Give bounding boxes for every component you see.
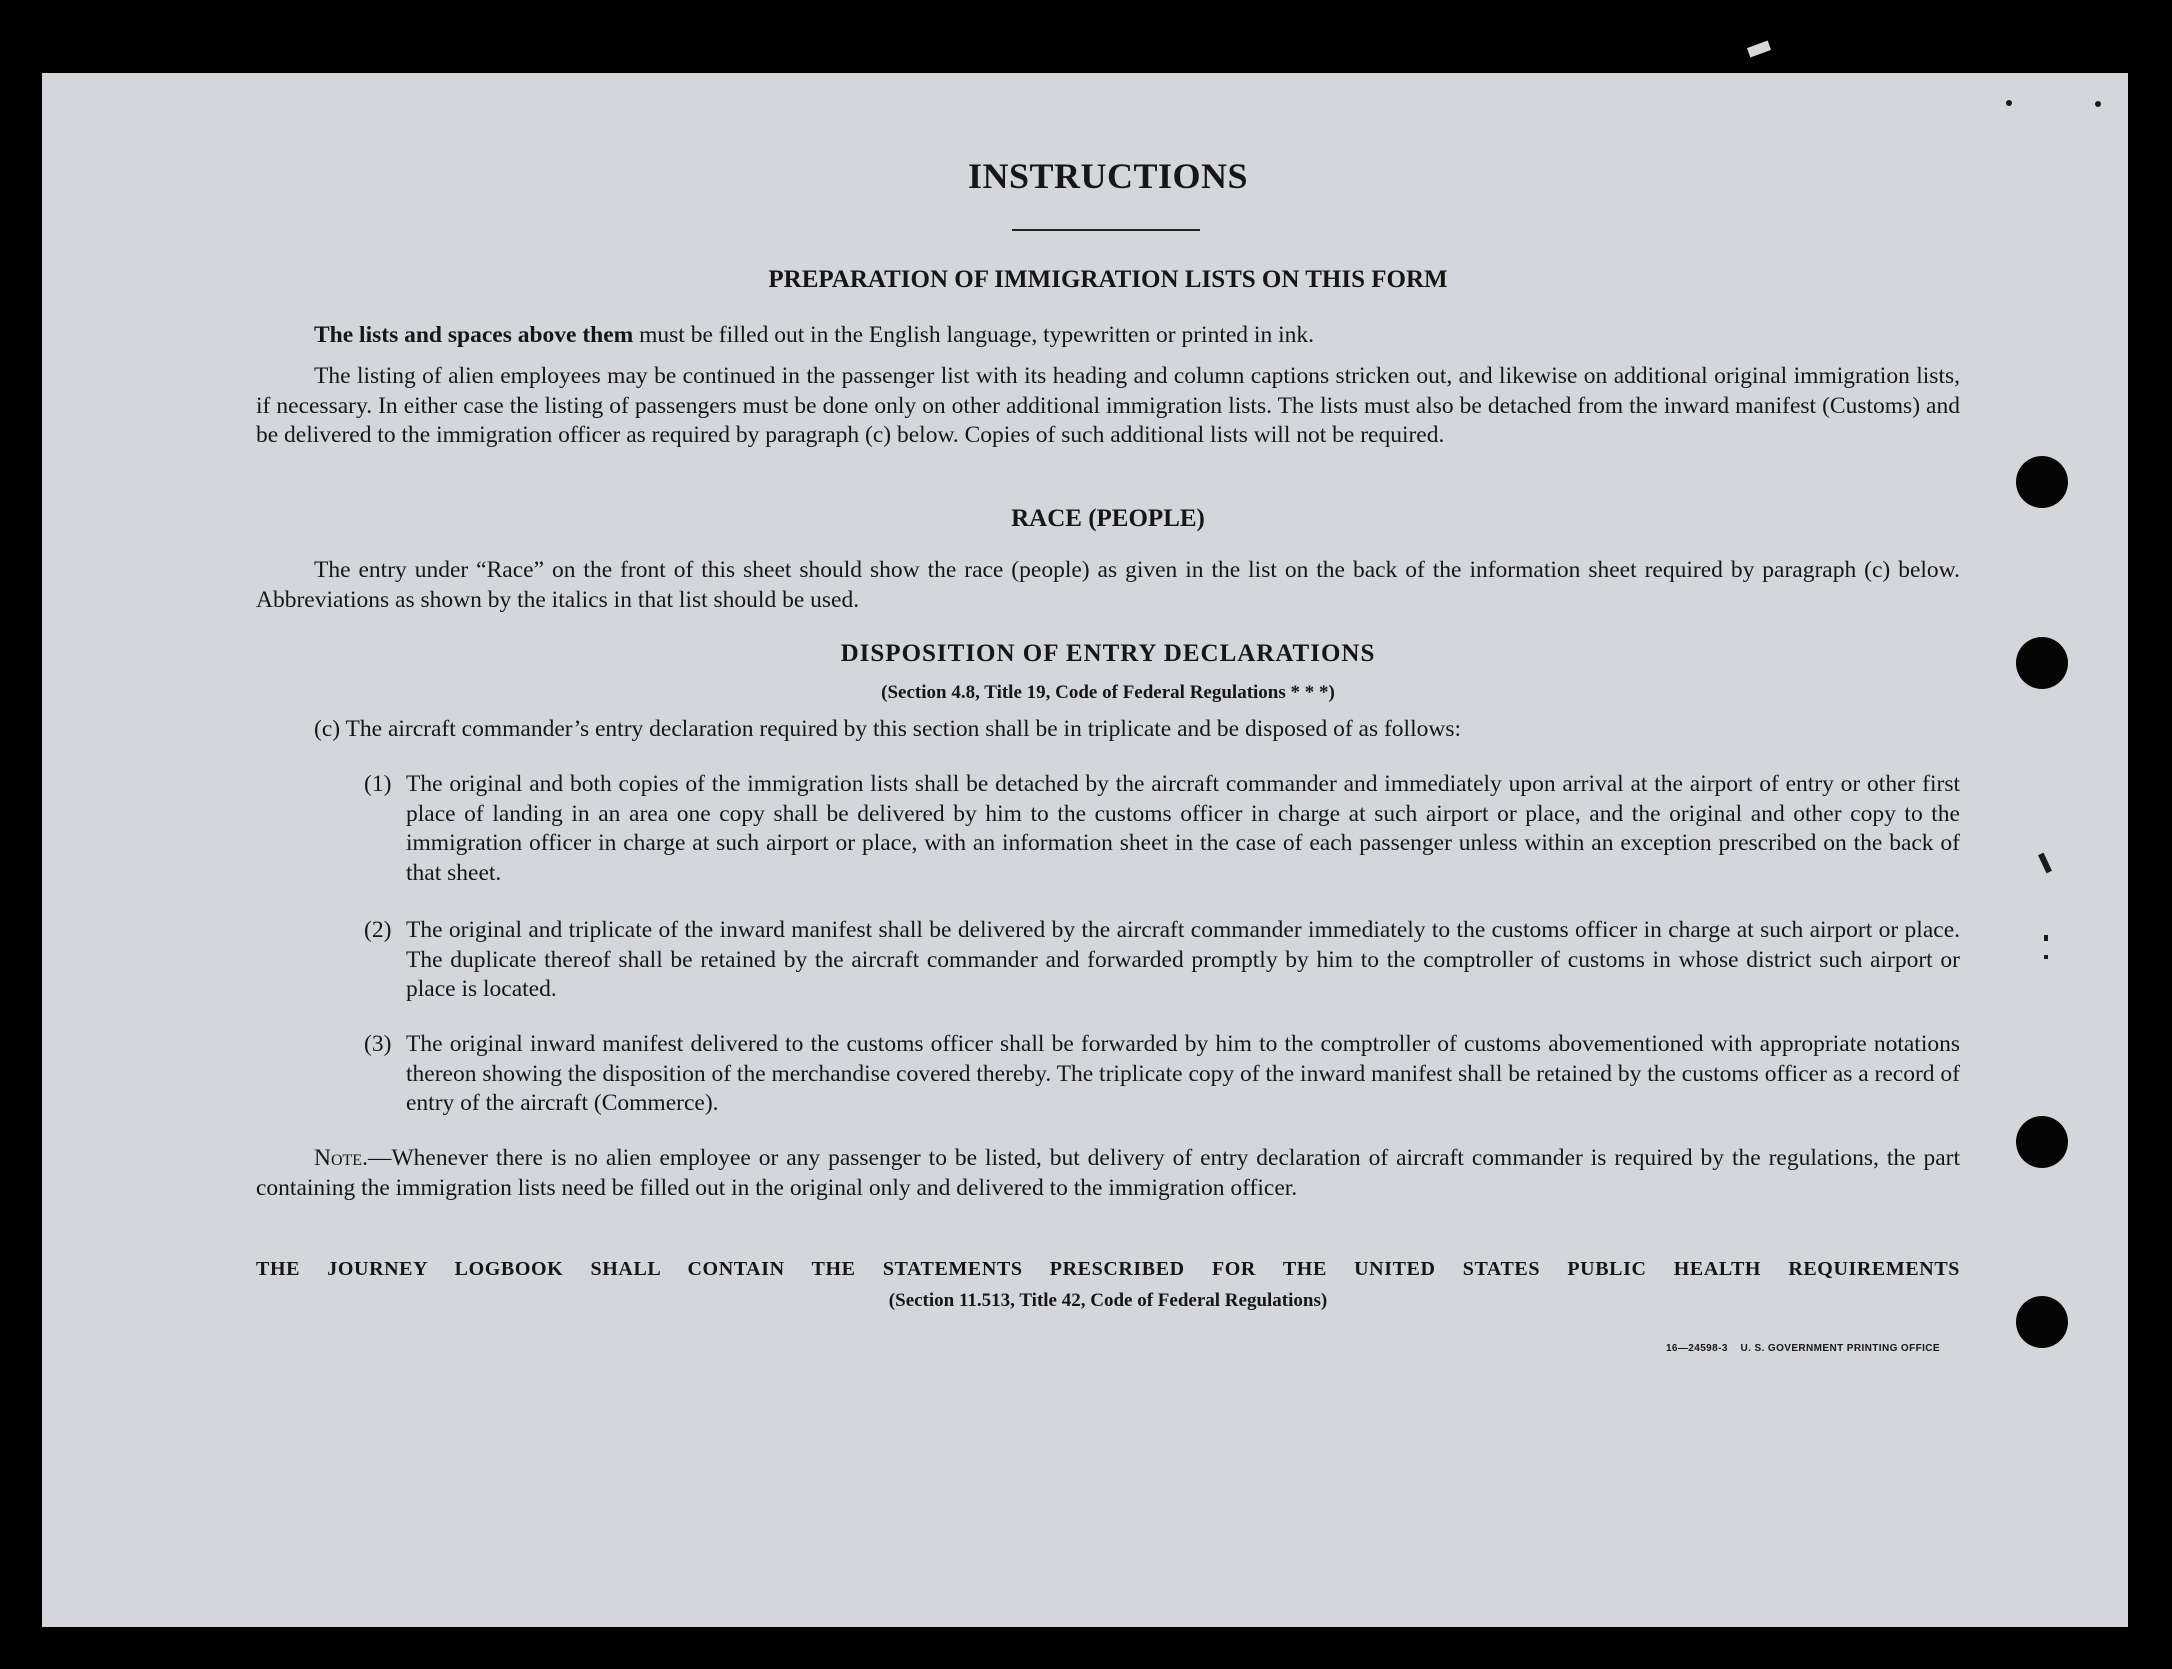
note-label: Note.	[314, 1145, 368, 1171]
disposition-item-1-text: The original and both copies of the immigration lists shall be detached by the aircraft commander and immediately upon arrival at the airport of entry or other first place of landing in an area one copy shall be delivered by him to the customs officer in charge at such airport or place, and the original and other copy to the immigration officer in charge at such airport or place, with an information sheet in the case of each passenger unless within an exception prescribed on the back of that sheet.	[406, 771, 1960, 886]
disposition-item-1	[364, 770, 1960, 888]
punch-hole-3	[2016, 1116, 2068, 1168]
title-rule	[1012, 229, 1200, 231]
disposition-intro	[314, 715, 1960, 745]
disposition-item-2-number: (2)	[364, 917, 392, 943]
disposition-item-3	[364, 1030, 1960, 1119]
speck-mark	[2044, 935, 2048, 941]
preparation-paragraph-1	[256, 321, 1960, 351]
preparation-paragraph-1-text: must be filled out in the English language, typewritten or printed in ink.	[639, 322, 1314, 348]
disposition-item-3-number: (3)	[364, 1031, 392, 1057]
punch-hole-4	[2016, 1296, 2068, 1348]
disposition-item-2	[364, 916, 1960, 1005]
disposition-heading: DISPOSITION OF ENTRY DECLARATIONS	[840, 640, 1376, 667]
note-paragraph	[256, 1144, 1960, 1203]
speck-mark	[2038, 853, 2052, 874]
printer-footer	[1666, 1343, 1940, 1354]
preparation-heading: PREPARATION OF IMMIGRATION LISTS ON THIS FORM	[768, 266, 1448, 293]
preparation-paragraph-2: The listing of alien employees may be continued in the passenger list with its heading and column captions stricken out, and likewise on additional original immigration lists, if necessary. In either case the listing of passengers must be done only on other additional immigration lists. The lists must also be detached from the inward manifest (Customs) and be delivered to the immigration officer as required by paragraph (c) below. Copies of such additional lists will not be required.	[256, 363, 1960, 448]
speck-mark	[2006, 100, 2012, 106]
health-statement: THE JOURNEY LOGBOOK SHALL CONTAIN THE STATEMENTS PRESCRIBED FOR THE UNITED STATES PUBLIC HEALTH REQUIREMENTS	[256, 1258, 1960, 1280]
page-title: INSTRUCTIONS	[967, 156, 1249, 196]
printer-name: U. S. GOVERNMENT PRINTING OFFICE	[1740, 1343, 1940, 1354]
preparation-paragraph-1-lead: The lists and spaces above them	[314, 322, 634, 348]
disposition-item-3-text: The original inward manifest delivered to the customs officer shall be forwarded by him to the comptroller of customs abovementioned with appropriate notations thereon showing the disposition of the merchandise covered thereby. The triplicate copy of the inward manifest shall be retained by the customs officer as a record of entry of the aircraft (Commerce).	[406, 1031, 1960, 1116]
form-number: 16—24598-3	[1665, 1343, 1728, 1354]
note-text: —Whenever there is no alien employee or any passenger to be listed, but delivery of entry declaration of aircraft commander is required by the regulations, the part containing the immigration lists need be filled out in the original only and delivered to the immigration officer.	[256, 1145, 1960, 1201]
speck-mark	[2095, 101, 2101, 107]
race-paragraph: The entry under “Race” on the front of this sheet should show the race (people) as given in the list on the back of the information sheet required by paragraph (c) below. Abbreviations as shown by the italics in that list should be used.	[256, 557, 1960, 613]
disposition-subheading: (Section 4.8, Title 19, Code of Federal Regulations * * *)	[881, 682, 1335, 703]
document-page	[42, 73, 2128, 1627]
disposition-item-2-text: The original and triplicate of the inward manifest shall be delivered by the aircraft commander immediately to the customs officer in charge at such airport or place. The duplicate thereof shall be retained by the aircraft commander and forwarded promptly by him to the comptroller of customs in whose district such airport or place is located.	[406, 917, 1960, 1002]
race-heading: RACE (PEOPLE)	[1011, 505, 1205, 532]
punch-hole-2	[2016, 637, 2068, 689]
health-subheading: (Section 11.513, Title 42, Code of Federal Regulations)	[888, 1290, 1328, 1311]
disposition-item-1-number: (1)	[364, 771, 392, 797]
speck-mark	[2044, 955, 2048, 959]
disposition-intro-text: The aircraft commander’s entry declaration required by this section shall be in triplicate and be disposed of as follows:	[345, 716, 1462, 742]
speck-mark	[1747, 41, 1771, 58]
punch-hole-1	[2016, 456, 2068, 508]
disposition-intro-label: (c)	[314, 716, 341, 742]
